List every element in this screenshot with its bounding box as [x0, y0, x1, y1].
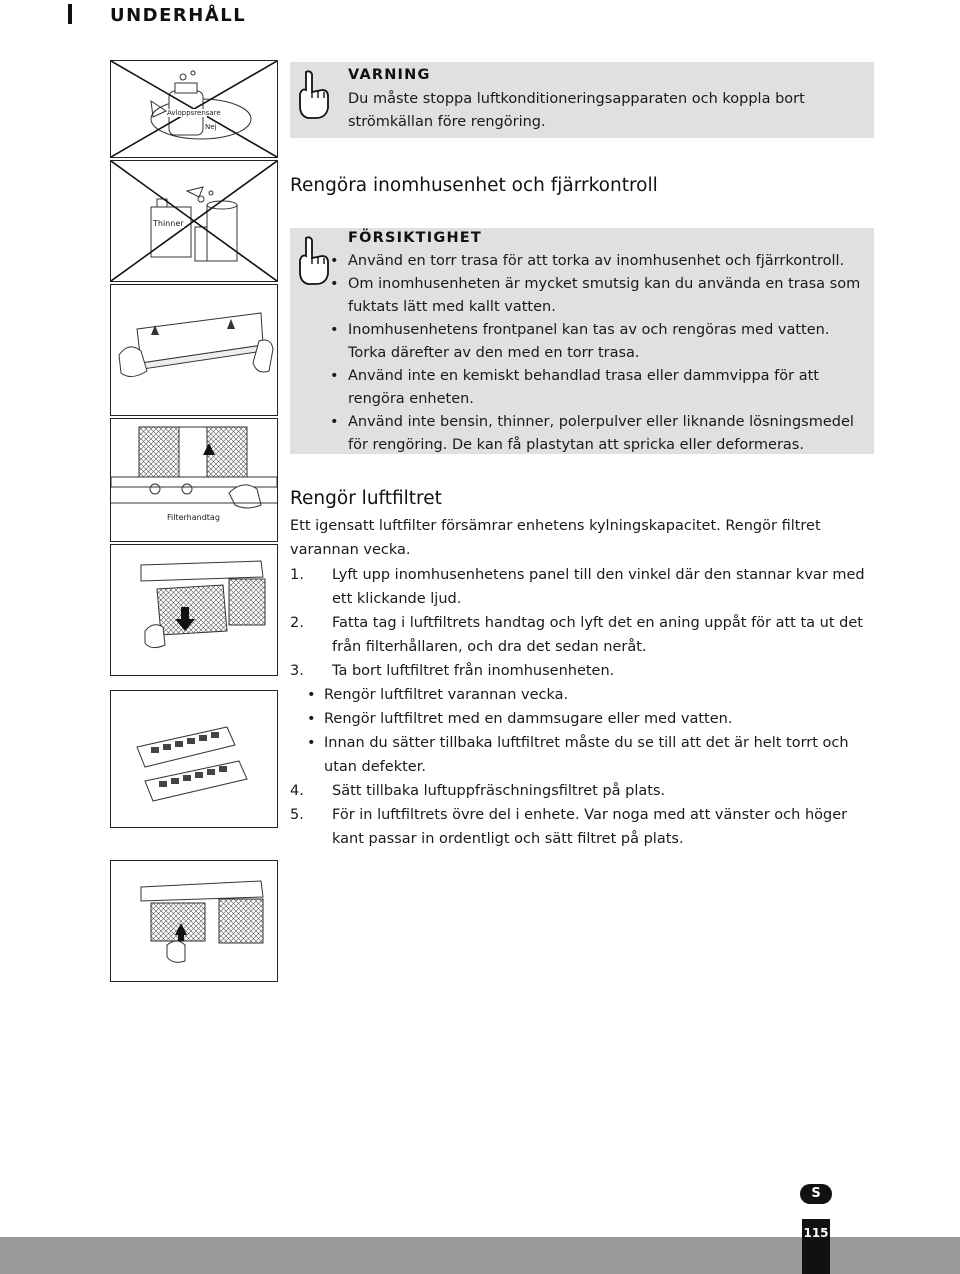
sub-item: • Rengör luftfiltret med en dammsugare eller med vatten. [307, 707, 880, 731]
header-marker [68, 4, 72, 24]
language-badge: S [800, 1184, 832, 1204]
figure-label-no: Nej [205, 123, 217, 131]
filter-steps [290, 563, 880, 851]
pointing-hand-icon [296, 68, 336, 120]
step-item: 4. Sätt tillbaka luftuppfräschningsfiltret på plats. [290, 783, 666, 799]
figure-pull-filter-down [110, 544, 278, 676]
warning-title: VARNING [348, 67, 431, 83]
figure-label-filter-handle: Filterhandtag [167, 513, 220, 522]
caution-item: • Använd en torr trasa för att torka av inomhusenhet och fjärrkontroll. [328, 250, 868, 273]
step-3-sublist [307, 683, 880, 779]
sub-item: • Rengör luftfiltret varannan vecka. [307, 683, 880, 707]
step-item: 3. Ta bort luftfiltret från inomhusenheten. • Rengör luftfiltret varannan vecka. • Rengör luftfiltret med en dammsugare eller med vatten. • Innan du sätter tillbaka luftfiltret måste du se till att det är helt torrt och utan defekter. [290, 659, 880, 779]
sub-item: • Innan du sätter tillbaka luftfiltret måste du se till att det är helt torrt och utan defekter. [307, 731, 880, 779]
caution-title: FÖRSIKTIGHET [348, 230, 482, 246]
caution-item: • Inomhusenhetens frontpanel kan tas av och rengöras med vatten. Torka därefter av den med en torr trasa. [328, 319, 868, 365]
filter-intro: Ett igensatt luftfilter försämrar enhetens kylningskapacitet. Rengör filtret varannan vecka. [290, 518, 821, 558]
figure-label-drain-cleaner: Avloppsrensare [167, 109, 221, 117]
warning-callout [290, 62, 874, 138]
figure-filter-handle [110, 418, 278, 542]
warning-text: Du måste stoppa luftkonditioneringsapparaten och koppla bort strömkällan före rengöring. [348, 91, 805, 130]
figure-filter-cleaning [110, 690, 278, 828]
step-item: 5. För in luftfiltrets övre del i enhete. Var noga med att vänster och höger kant passar in ordentligt och sätt filtret på plats. [290, 807, 848, 847]
figure-no-drain-cleaner [110, 60, 278, 158]
page-header-title: UNDERHÅLL [110, 5, 247, 26]
section-title-clean-indoor-unit: Rengöra inomhusenhet och fjärrkontroll [290, 175, 658, 196]
caution-item: • Använd inte en kemiskt behandlad trasa eller dammvippa för att rengöra enheten. [328, 365, 868, 411]
figure-reinsert-filter [110, 860, 278, 982]
step-item: 2. Fatta tag i luftfiltrets handtag och lyft det en aning uppåt för att ta ut det från filterhållaren, och dra det sedan neråt. [290, 615, 863, 655]
section-title-clean-filter: Rengör luftfiltret [290, 488, 442, 509]
step-item: 1. Lyft upp inomhusenhetens panel till den vinkel där den stannar kvar med ett klickande ljud. [290, 567, 865, 607]
page-number: 115 [802, 1219, 830, 1274]
caution-list [328, 250, 868, 457]
caution-callout [290, 228, 874, 454]
caution-item: • Använd inte bensin, thinner, polerpulver eller liknande lösningsmedel för rengöring. De kan få plastytan att spricka eller deformeras. [328, 411, 868, 457]
figure-label-thinner: Thinner [153, 219, 184, 228]
caution-item: • Om inomhusenheten är mycket smutsig kan du använda en trasa som fuktats lätt med kallt vatten. [328, 273, 868, 319]
figure-front-panel-removal [110, 284, 278, 416]
figure-no-thinner [110, 160, 278, 282]
